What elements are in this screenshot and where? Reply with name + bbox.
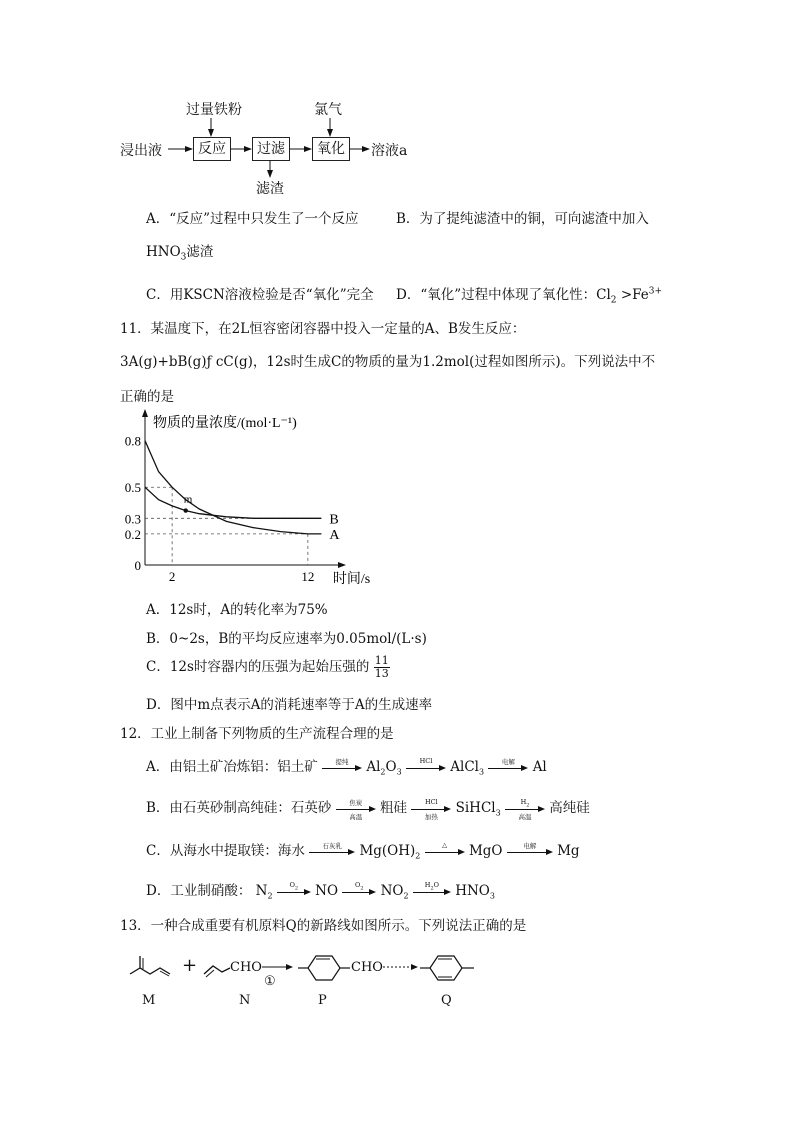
flow-residue: 滤渣 xyxy=(256,181,284,197)
q11-option-b: B．0~2s，B的平均反应速率为0.05mol/(L·s) xyxy=(146,631,427,647)
flow-input: 浸出液 xyxy=(120,143,162,159)
flow-box-reaction: 反应 xyxy=(193,137,231,161)
y-tick-label: 0.8 xyxy=(124,433,141,449)
arrow-icon: △ xyxy=(425,845,465,859)
arrow-icon: 提纯 xyxy=(322,761,362,775)
molecule-m-icon xyxy=(128,950,178,980)
molecule-q-icon xyxy=(418,948,476,988)
q11-option-d: D．图中m点表示A的消耗速率等于A的生成速率 xyxy=(146,697,433,713)
label-n: N xyxy=(239,993,251,1008)
arrow-icon: HCl 加热 xyxy=(411,802,451,816)
arrow-icon: $O_2$ xyxy=(277,885,311,899)
label-p: P xyxy=(318,993,327,1008)
arrow-icon: HCl xyxy=(406,761,446,775)
y-tick-label: 0.5 xyxy=(124,480,141,496)
arrow-icon: 电解 xyxy=(507,845,553,859)
q11-chart xyxy=(100,405,371,590)
label-m: M xyxy=(142,993,156,1008)
y-tick-label: 0.2 xyxy=(124,526,141,542)
plus-sign: + xyxy=(182,955,198,976)
flow-box-oxidize: 氧化 xyxy=(312,137,350,161)
flow-output: 溶液a xyxy=(371,143,408,159)
fraction: $\frac{11}{13}$ xyxy=(374,654,389,680)
dotted-arrow-icon xyxy=(383,962,419,972)
molecule-p-icon xyxy=(296,948,350,988)
series-line-B xyxy=(145,487,321,518)
flow-box-filter: 过滤 xyxy=(252,137,290,161)
arrow-icon: 石灰乳 xyxy=(309,845,355,859)
series-label-B: B xyxy=(329,512,339,528)
y-tick-label: 0 xyxy=(134,558,141,573)
arrow-icon: $H_2$ 高温 xyxy=(505,802,545,816)
q11-stem-line1: 11．某温度下，在2L恒容密闭容器中投入一定量的A、B发生反应： xyxy=(120,321,526,337)
flow-arrows xyxy=(0,0,794,200)
q12-option-a: A．由铝土矿冶炼铝：铝土矿 提纯 $Al_2O_3$ HCl AlCl$_3$ 电解 Al xyxy=(146,756,547,777)
m-point xyxy=(184,508,188,512)
molecule-n-icon xyxy=(202,954,232,978)
series-line-A xyxy=(145,441,321,534)
arrow-icon: $O_2$ xyxy=(342,885,376,899)
label-q: Q xyxy=(441,993,452,1008)
y-axis-label: 物质的量浓度/(mol·L⁻¹) xyxy=(153,416,297,431)
p-cho-label: CHO xyxy=(351,960,383,975)
q12-option-c: C．从海水中提取镁：海水 石灰乳 $Mg(OH)_2$ △ MgO 电解 Mg xyxy=(146,840,580,861)
y-tick-label: 0.3 xyxy=(124,511,141,527)
arrow-icon: 电解 xyxy=(488,761,528,775)
flow-reagent2: 氯气 xyxy=(314,102,342,118)
flow-reagent1: 过量铁粉 xyxy=(186,102,242,118)
q11-option-c: C．12s时容器内的压强为起始压强的 $\frac{11}{13}$ xyxy=(146,654,389,680)
q10-option-b: B．为了提纯滤渣中的铜，可向滤渣中加入 xyxy=(396,211,649,227)
reaction-arrow-icon xyxy=(262,962,294,972)
x-axis-label: 时间/s xyxy=(332,572,371,587)
q13-stem: 13．一种合成重要有机原料Q的新路线如图所示。下列说法正确的是 xyxy=(120,918,527,934)
series-label-A: A xyxy=(329,527,340,543)
arrow-icon: $H_2O$ xyxy=(413,885,451,899)
q12-option-d: D．工业制硝酸： $N_2$ $O_2$ NO $O_2$ $NO_2$ $H_2O$ $HNO_3$ xyxy=(146,880,495,901)
step-label: ① xyxy=(264,974,276,989)
q12-stem: 12．工业上制备下列物质的生产流程合理的是 xyxy=(120,726,394,742)
q11-stem-line2: 3A(g)+bB(g)ƒ cC(g)，12s时生成C的物质的量为1.2mol(过程如图所示)。下列说法中不 xyxy=(120,354,656,370)
q10-option-a: A．“反应”过程中只发生了一个反应 xyxy=(146,211,359,227)
x-tick-label: 2 xyxy=(168,569,176,584)
arrow-icon: 焦炭 高温 xyxy=(336,802,376,816)
q11-stem-line3: 正确的是 xyxy=(120,389,174,405)
n-cho-label: CHO xyxy=(230,960,262,975)
q11-option-a: A．12s时，A的转化率为75% xyxy=(146,602,328,618)
q10-option-c: C．用KSCN溶液检验是否“氧化”完全 xyxy=(146,287,374,303)
q10-option-b-cont: $HNO_3$滤渣 xyxy=(146,244,214,263)
q10-option-d: D．“氧化”过程中体现了氧化性：$Cl_2 >Fe^{3+}$ xyxy=(396,286,663,306)
m-point-label: m xyxy=(183,493,193,506)
q12-option-b: B．由石英砂制高纯硅：石英砂 焦炭 高温 粗硅 HCl 加热 SiHCl$_3$ $H_2$ 高温 高纯硅 xyxy=(146,797,590,821)
x-tick-label: 12 xyxy=(301,569,315,584)
